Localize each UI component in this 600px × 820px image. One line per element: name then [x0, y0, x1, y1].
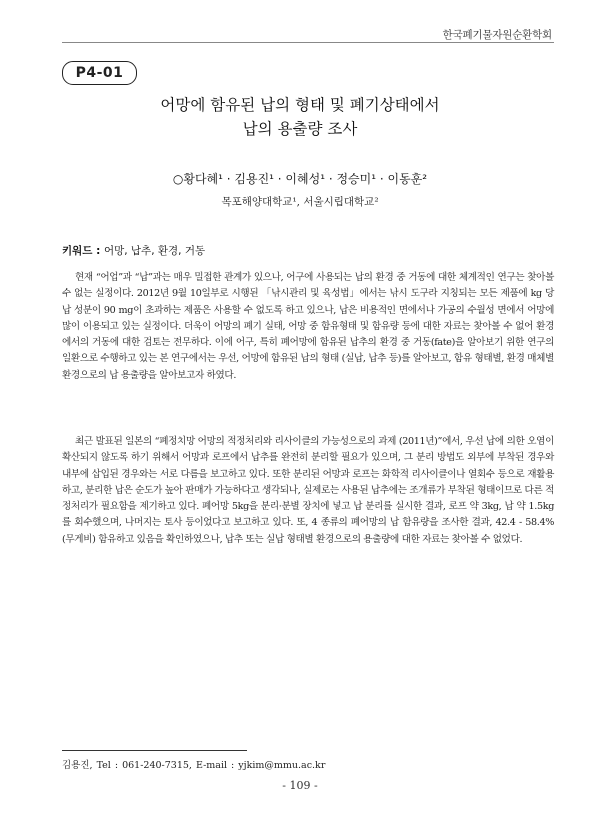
body-paragraph-2-block	[62, 434, 554, 548]
body-paragraph-2: 최근 발표된 일본의 “폐정치망 어망의 적정처리와 리사이클의 가능성으로의 과제 (2011년)”에서, 우선 납에 의한 오염이 확산되지 않도록 하기 위해서 어망과 로프에서 납추를 완전히 분리할 필요가 있으며, 그 분리 방법도 외부에 부착된 경우와 내부에 삽입된 경우와는 서로 다름을 보고하고 있다. 또한 분리된 어망과 로프는 화학적 리사이클이나 열회수 등으로 재활용하고, 분리한 납은 순도가 높아 판매가 가능하다고 생각되나, 실제로는 사용된 납추에는 조개류가 부착된 형태이므로 다른 적정처리가 필요함을 제기하고 있다. 폐어망 5kg을 분리·분별 장치에 넣고 납 분리를 실시한 결과, 로프 약 3kg, 납 약 1.5kg를 회수했으며, 나머지는 토사 등이었다고 보고하고 있다. 또, 4 종류의 폐어망의 납 함유량을 조사한 결과, 42.4 - 58.4% (무게비) 함유하고 있음을 확인하였으나, 납추 또는 실납 형태별 환경으로의 용출량에 대한 자료는 찾아볼 수 없었다.	[62, 436, 554, 545]
footnote-divider	[62, 750, 247, 751]
paper-title	[0, 93, 600, 141]
author-list: ○황다혜¹ · 김용진¹ · 이혜성¹ · 정승미¹ · 이동훈²	[172, 172, 428, 186]
affiliation-list: 목포해양대학교¹, 서울시립대학교²	[221, 196, 379, 208]
keywords-text: 어망, 납추, 환경, 거동	[103, 245, 206, 257]
keywords	[62, 243, 205, 258]
body-paragraph-1: 현재 “어업”과 “납”과는 매우 밀접한 관계가 있으나, 어구에 사용되는 납의 환경 중 거동에 대한 체계적인 연구는 찾아볼 수 없는 실정이다. 2012년 9월 10일부로 시행된 「낚시관리 및 육성법」에서는 낚시 도구라 지칭되는 모든 제품에 kg 당 납 성분이 90 mg이 초과하는 제품은 사용할 수 없도록 하고 있으나, 납은 비용적인 면에서나 가공의 수월성 면에서 어망에 많이 이용되고 있는 실정이다. 더욱이 어망의 폐기 실태, 어망 중 함유형태 및 함유량 등에 대한 자료는 찾아볼 수 없어 환경에서의 거동에 대한 검토는 전무하다. 이에 어구, 특히 폐어망에 함유된 납추의 환경 중 거동(fate)을 알아보기 위한 연구의 일환으로 수행하고 있는 본 연구에서는 우선, 어망에 함유된 납의 형태 (실납, 납추 등)를 알아보고, 함유 형태별, 환경 매체별 환경으로의 납 용출량을 알아보고자 하였다.	[62, 272, 554, 381]
title-line-1: 어망에 함유된 납의 형태 및 폐기상태에서	[160, 96, 440, 114]
page-number: - 109 -	[282, 779, 318, 792]
paper-code-badge: P4-01	[62, 61, 137, 85]
header-divider	[62, 42, 554, 43]
society-name: 한국폐기물자원순환학회	[442, 29, 552, 41]
contact-info: 김용진, Tel : 061-240-7315, E-mail : yjkim@mmu.ac.kr	[62, 760, 326, 771]
keywords-label: 키워드 :	[62, 245, 104, 257]
title-line-2: 납의 용출량 조사	[242, 120, 358, 138]
body-paragraph-1-block	[62, 270, 554, 384]
